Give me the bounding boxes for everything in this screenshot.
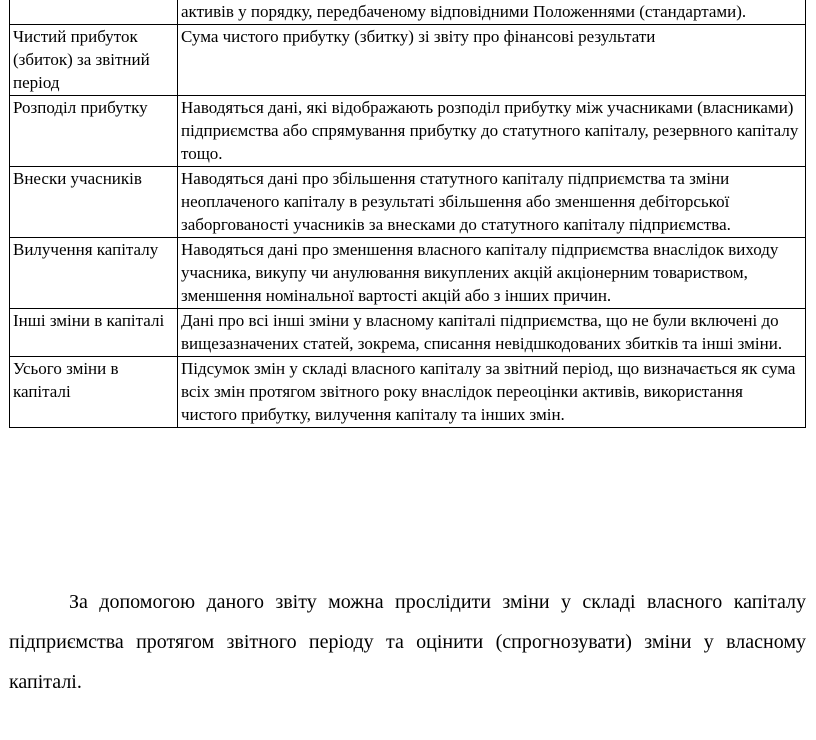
term-cell: Інші зміни в капіталі <box>10 309 178 357</box>
term-cell: Чистий прибуток (збиток) за звітний період <box>10 25 178 96</box>
description-cell: Наводяться дані, які відображають розподіл прибутку між учасниками (власниками) підприємства або спрямування прибутку до статутного капіталу, резервного капіталу тощо. <box>178 96 806 167</box>
term-cell: Вилучення капіталу <box>10 238 178 309</box>
definitions-table <box>9 0 806 428</box>
term-cell: Внески учасників <box>10 167 178 238</box>
table-row <box>10 357 806 428</box>
table-row <box>10 25 806 96</box>
description-cell: Дані про всі інші зміни у власному капіталі підприємства, що не були включені до вищезазначених статей, зокрема, списання невідшкодованих збитків та інші зміни. <box>178 309 806 357</box>
table-row <box>10 0 806 25</box>
term-cell: Усього зміни в капіталі <box>10 357 178 428</box>
description-cell: Сума чистого прибутку (збитку) зі звіту про фінансові результати <box>178 25 806 96</box>
description-cell: Наводяться дані про збільшення статутного капіталу підприємства та зміни неоплаченого капіталу в результаті збільшення або зменшення дебіторської заборгованості учасників за внесками до статутного капіталу підприємства. <box>178 167 806 238</box>
table-row <box>10 238 806 309</box>
table-row <box>10 96 806 167</box>
body-paragraph: За допомогою даного звіту можна прослідити зміни у складі власного капіталу підприємства протягом звітного періоду та оцінити (спрогнозувати) зміни у власному капіталі. <box>9 591 806 693</box>
description-cell: Наводяться дані про зменшення власного капіталу підприємства внаслідок виходу учасника, викупу чи анулювання викуплених акцій акціонерним товариством, зменшення номінальної вартості акцій або з інших причин. <box>178 238 806 309</box>
table-row <box>10 167 806 238</box>
term-cell: Розподіл прибутку <box>10 96 178 167</box>
description-cell: активів у порядку, передбаченому відповідними Положеннями (стандартами). <box>178 0 806 25</box>
term-cell <box>10 0 178 25</box>
table-row <box>10 309 806 357</box>
description-cell: Підсумок змін у складі власного капіталу за звітний період, що визначається як сума всіх змін протягом звітного року внаслідок переоцінки активів, використання чистого прибутку, вилучення капіталу та інших змін. <box>178 357 806 428</box>
